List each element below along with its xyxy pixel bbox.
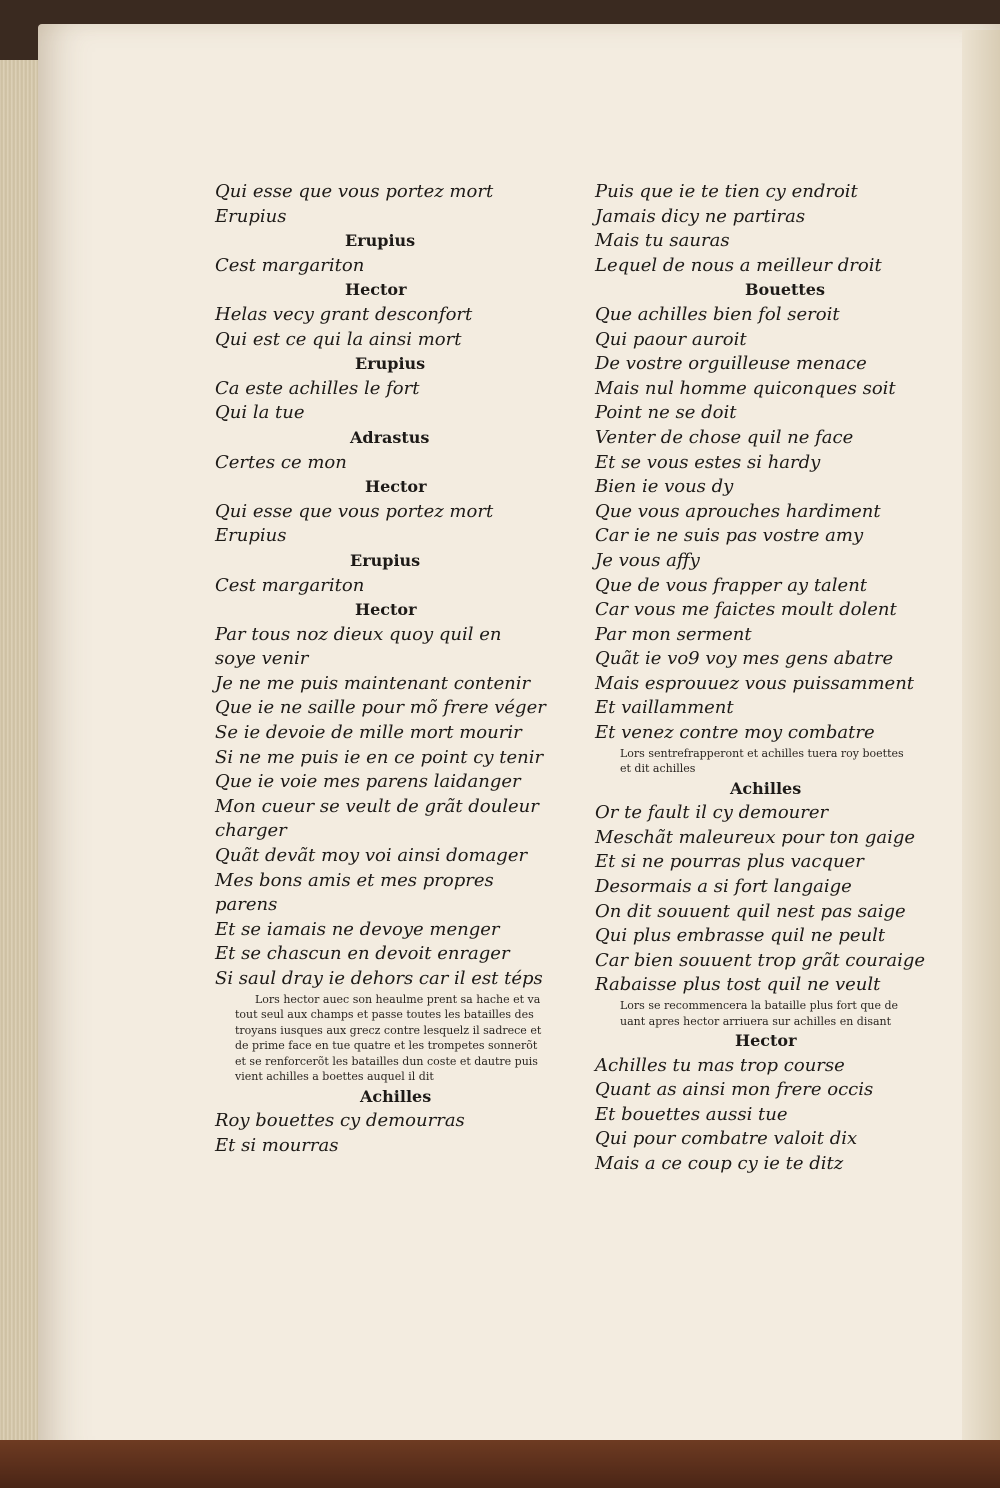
verse-line: Que de vous frapper ay talent xyxy=(595,574,868,596)
stage-direction: uant apres hector arriuera sur achilles en disant xyxy=(620,1014,892,1028)
verse-line: Que ie ne saille pour mõ frere véger xyxy=(215,697,546,719)
speaker-name: Erupius xyxy=(345,231,416,251)
verse-line: Mais tu sauras xyxy=(595,230,730,252)
speaker-name: Hector xyxy=(365,477,427,497)
verse-line: Quant as ainsi mon frere occis xyxy=(595,1079,874,1101)
verse-line: De vostre orguilleuse menace xyxy=(595,353,867,375)
right-text-column xyxy=(595,180,965,1177)
verse-line: Si ne me puis ie en ce point cy tenir xyxy=(215,746,544,768)
verse-line: Qui est ce qui la ainsi mort xyxy=(215,328,462,350)
speaker-name: Bouettes xyxy=(745,280,825,300)
verse-line: Et si mourras xyxy=(215,1134,339,1156)
verse-line: Rabaisse plus tost quil ne veult xyxy=(595,974,881,996)
verse-line: Que ie voie mes parens laidanger xyxy=(215,771,521,793)
speaker-name: Hector xyxy=(355,600,417,620)
verse-line: Car ie ne suis pas vostre amy xyxy=(595,525,864,547)
verse-line: Erupius xyxy=(215,525,287,547)
verse-line: Par tous noz dieux quoy quil en xyxy=(215,623,502,645)
verse-line: Qui esse que vous portez mort xyxy=(215,181,494,202)
verse-line: Et se iamais ne devoye menger xyxy=(215,918,500,940)
verse-line: Par mon serment xyxy=(595,623,752,645)
stage-direction: de prime face en tue quatre et les trompetes sonnerõt xyxy=(235,1039,538,1053)
speaker-name: Achilles xyxy=(730,778,802,798)
verse-line: Qui paour auroit xyxy=(595,328,747,350)
verse-line: Car vous me faictes moult dolent xyxy=(595,599,897,621)
stage-direction: vient achilles a boettes auquel il dit xyxy=(235,1070,434,1084)
verse-line: Erupius xyxy=(215,205,287,227)
verse-line: Et vaillamment xyxy=(595,697,734,719)
verse-line: Et si ne pourras plus vacquer xyxy=(595,851,864,873)
verse-line: Mais a ce coup cy ie te ditz xyxy=(595,1152,844,1174)
verse-line: Mes bons amis et mes propres xyxy=(215,869,494,891)
verse-line: Si saul dray ie dehors car il est téps xyxy=(215,968,543,989)
stage-direction: Lors se recommencera la bataille plus fort que de xyxy=(620,999,899,1012)
verse-line: Mais nul homme quiconques soit xyxy=(595,377,896,399)
speaker-name: Hector xyxy=(735,1031,797,1050)
speaker-name: Erupius xyxy=(355,354,426,374)
verse-line: Jamais dicy ne partiras xyxy=(595,205,806,227)
stage-direction: et dit achilles xyxy=(620,762,696,776)
verse-line: Or te fault il cy demourer xyxy=(595,802,829,824)
verse-line: Je ne me puis maintenant contenir xyxy=(215,672,531,694)
verse-line: Et venez contre moy combatre xyxy=(595,722,875,744)
verse-line: charger xyxy=(215,820,287,842)
verse-line: Qui esse que vous portez mort xyxy=(215,500,494,522)
verse-line: Puis que ie te tien cy endroit xyxy=(595,181,858,202)
stage-direction: Lors hector auec son heaulme prent sa hache et va xyxy=(255,992,541,1006)
left-text-column xyxy=(215,180,595,1158)
stage-direction: tout seul aux champs et passe toutes les batailles des xyxy=(235,1008,534,1022)
verse-line: Je vous affy xyxy=(595,549,700,571)
verse-line: Que vous aprouches hardiment xyxy=(595,500,881,522)
speaker-name: Erupius xyxy=(350,550,421,570)
verse-line: Achilles tu mas trop course xyxy=(595,1054,845,1076)
verse-line: Point ne se doit xyxy=(595,402,737,424)
verse-line: parens xyxy=(215,894,278,916)
verse-line: Et bouettes aussi tue xyxy=(595,1103,788,1125)
verse-line: Se ie devoie de mille mort mourir xyxy=(215,722,522,744)
stage-direction: Lors sentrefrapperont et achilles tuera roy boettes xyxy=(620,746,904,760)
verse-line: Venter de chose quil ne face xyxy=(595,426,854,448)
verse-line: Desormais a si fort langaige xyxy=(595,876,852,898)
verse-line: Mais esprouuez vous puissamment xyxy=(595,672,915,694)
speaker-name: Adrastus xyxy=(350,427,430,447)
verse-line: Meschãt maleureux pour ton gaige xyxy=(595,826,916,848)
verse-line: Quãt ie vo9 voy mes gens abatre xyxy=(595,648,894,670)
verse-line: Bien ie vous dy xyxy=(595,476,734,498)
facing-page-strip xyxy=(962,30,1000,1460)
verse-line: Roy bouettes cy demourras xyxy=(215,1110,465,1132)
verse-line: Et se chascun en devoit enrager xyxy=(215,943,510,965)
speaker-name: Hector xyxy=(345,280,407,300)
verse-line: Qui la tue xyxy=(215,402,305,424)
verse-line: Qui pour combatre valoit dix xyxy=(595,1128,858,1150)
verse-line: On dit souuent quil nest pas saige xyxy=(595,900,906,922)
stage-direction: et se renforcerõt les batailles dun coste et dautre puis xyxy=(235,1054,538,1068)
verse-line: Qui plus embrasse quil ne peult xyxy=(595,925,886,947)
stage-direction: troyans iusques aux grecz contre lesquelz il sadrece et xyxy=(235,1023,542,1037)
verse-line: Ca este achilles le fort xyxy=(215,377,420,399)
verse-line: Lequel de nous a meilleur droit xyxy=(595,254,882,276)
verse-line: Quãt devãt moy voi ainsi domager xyxy=(215,845,528,867)
verse-line: Cest margariton xyxy=(215,254,365,276)
speaker-name: Achilles xyxy=(360,1086,432,1106)
verse-line: Que achilles bien fol seroit xyxy=(595,303,840,325)
book-cover-edge xyxy=(0,1440,1000,1488)
verse-line: Et se vous estes si hardy xyxy=(595,451,821,473)
verse-line: Helas vecy grant desconfort xyxy=(215,303,473,325)
verse-line: Cest margariton xyxy=(215,574,365,596)
verse-line: soye venir xyxy=(215,648,309,670)
verse-line: Mon cueur se veult de grãt douleur xyxy=(215,795,539,817)
verse-line: Car bien souuent trop grãt couraige xyxy=(595,949,926,971)
verse-line: Certes ce mon xyxy=(215,451,347,473)
